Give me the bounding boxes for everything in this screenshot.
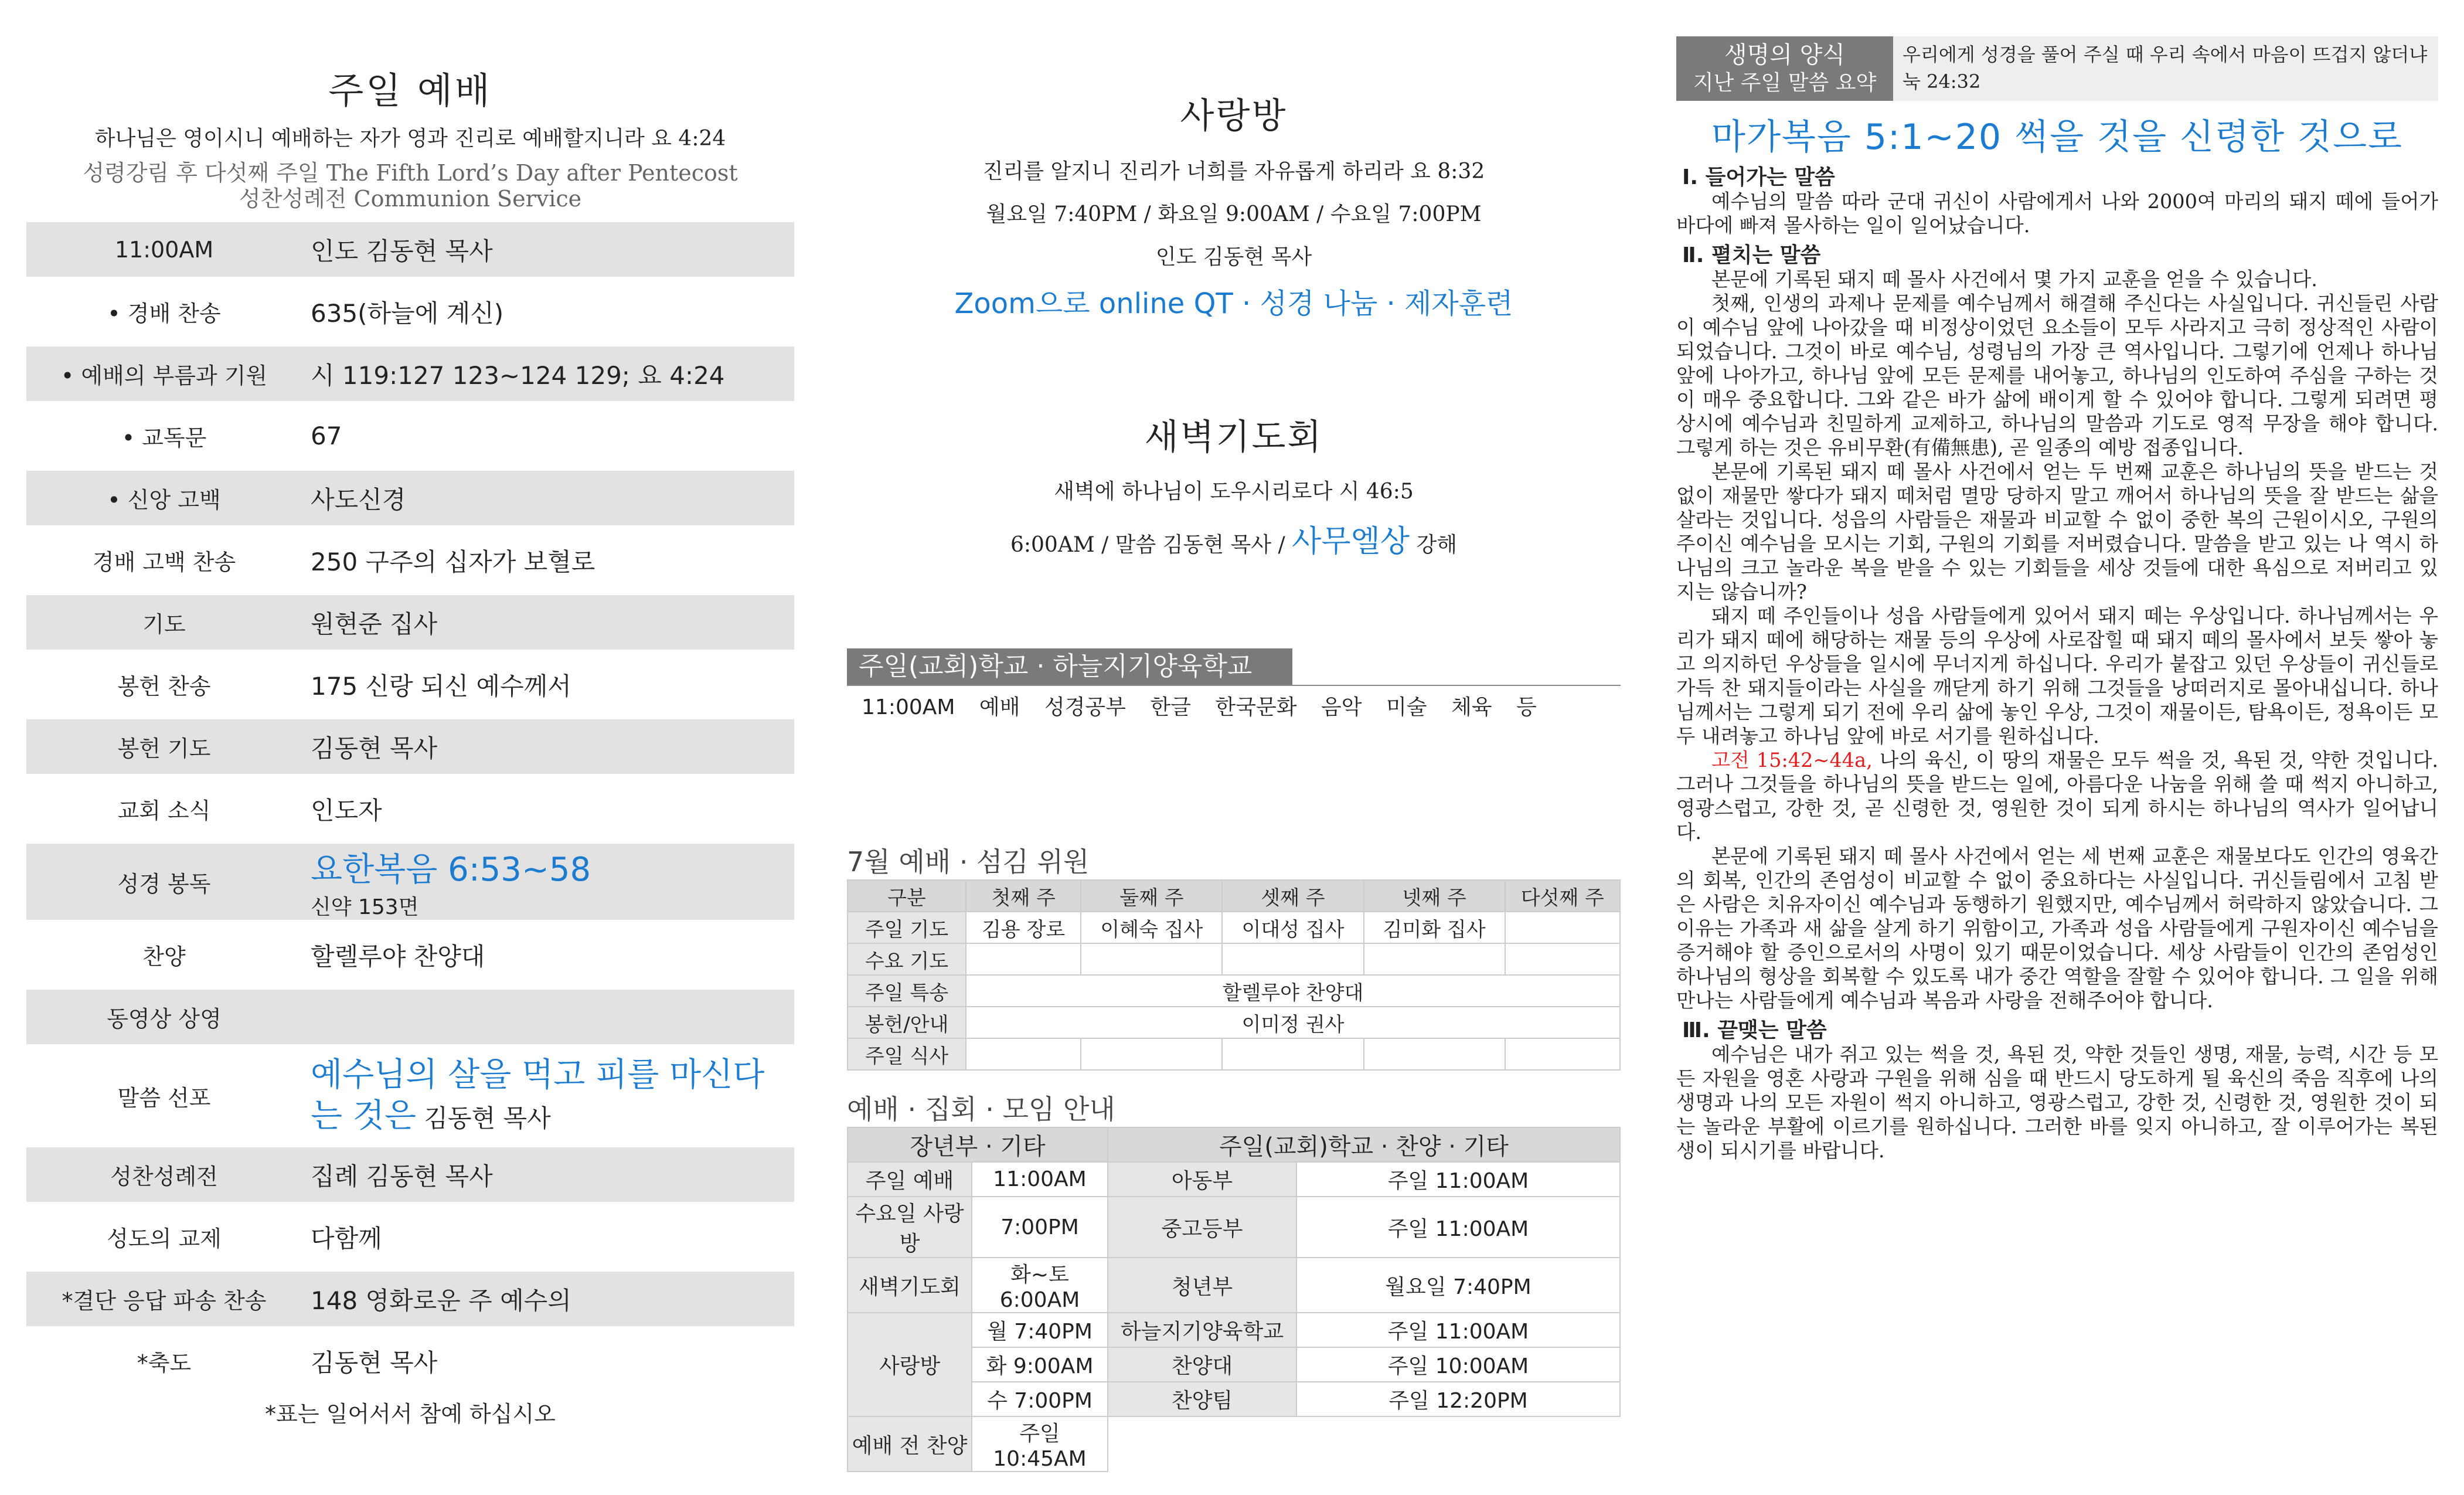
table-cell: 주일 11:00AM <box>1296 1162 1620 1197</box>
row-label: 수요일 사랑방 <box>848 1197 972 1258</box>
order-row <box>26 844 794 920</box>
order-of-worship <box>26 222 794 1388</box>
table-cell: 이혜숙 집사 <box>1081 912 1222 943</box>
table-header: 셋째 주 <box>1222 880 1363 912</box>
sermon-body <box>1676 165 2438 1163</box>
order-label: *축도 <box>137 1350 192 1376</box>
order-label: 동영상 상영 <box>107 1006 222 1032</box>
table-cell <box>1364 943 1505 975</box>
table-cell: 이미정 권사 <box>966 1007 1620 1038</box>
order-row <box>26 284 794 339</box>
table-cell: 주일 12:20PM <box>1296 1382 1620 1416</box>
guide-table <box>847 1127 1621 1472</box>
paragraph: 예수님의 말씀 따라 군대 귀신이 사람에게서 나와 2000여 마리의 돼지 떼에 들어가 바다에 빠져 몰사하는 일이 일어났습니다. <box>1676 190 2438 237</box>
row-label: 하늘지기양육학교 <box>1108 1313 1296 1347</box>
paragraph: 본문에 기록된 돼지 떼 몰사 사건에서 몇 가지 교훈을 얻을 수 있습니다. <box>1711 268 2317 291</box>
order-row <box>26 1052 794 1140</box>
table-cell <box>966 943 1081 975</box>
order-row <box>26 595 794 650</box>
table-cell <box>1081 1038 1222 1070</box>
dawn-verse: 새벽에 하나님이 도우시리로다 시 46:5 <box>1054 480 1414 504</box>
dawn-prayer-title: 새벽기도회 <box>1144 417 1323 458</box>
row-label: 주일 식사 <box>848 1038 966 1070</box>
order-value: 시 119:127 123~124 129; 요 4:24 <box>311 361 725 390</box>
row-label: 주일 특송 <box>848 975 966 1007</box>
standing-footnote: *표는 일어서서 참예 하십시오 <box>265 1401 556 1427</box>
dawn-suffix: 강해 <box>1416 533 1457 557</box>
sermon-header <box>1676 36 2438 101</box>
row-label: 주일 기도 <box>848 912 966 943</box>
order-value: 김동현 목사 <box>311 733 438 763</box>
order-value: 148 영화로운 주 예수의 <box>311 1286 571 1315</box>
paragraph-text: 나의 육신, 이 땅의 재물은 모두 썩을 것, 욕된 것, 약한 것입니다. 그러나 그것들을 하나님의 뜻을 받드는 일에, 아름다운 나눔을 위해 쓸 때 썩지 아니하고, 영광스럽고, 강한 것, 곧 신령한 것, 영원한 것이 되게 하시는 하나님의 역사가 일어납니다. <box>1676 749 2438 844</box>
worship-verse: 하나님은 영이시니 예배하는 자가 영과 진리로 예배할지니라 요 4:24 <box>94 127 726 151</box>
table-cell <box>1505 1038 1620 1070</box>
table-row <box>848 1258 1620 1313</box>
order-value <box>302 1055 794 1137</box>
july-title: 7월 예배 · 섬김 위원 <box>847 846 1090 878</box>
table-cell: 김용 장로 <box>966 912 1081 943</box>
sarangbang-times: 월요일 7:40PM / 화요일 9:00AM / 수요일 7:00PM <box>986 202 1482 226</box>
row-label: 찬양팀 <box>1108 1382 1296 1416</box>
order-label: • 예배의 부름과 기원 <box>60 363 268 389</box>
order-label: • 신앙 고백 <box>107 487 221 513</box>
table-row <box>848 1038 1620 1070</box>
table-row <box>848 1416 1620 1472</box>
order-value: 김동현 목사 <box>311 1348 438 1377</box>
worship-title: 주일 예배 <box>328 69 492 112</box>
row-label: 봉헌/안내 <box>848 1007 966 1038</box>
order-value: 사도신경 <box>311 485 406 514</box>
sarangbang-verse: 진리를 알지니 진리가 너희를 자유롭게 하리라 요 8:32 <box>982 159 1485 184</box>
table-cell: 할렐루야 찬양대 <box>966 975 1620 1007</box>
table-cell: 주일 10:45AM <box>972 1416 1108 1472</box>
order-label: 말씀 선포 <box>117 1085 211 1111</box>
order-label: • 경배 찬송 <box>107 301 221 327</box>
order-row <box>26 346 794 401</box>
order-value <box>302 844 794 920</box>
paragraph: 본문에 기록된 돼지 떼 몰사 사건에서 얻는 두 번째 교훈은 하나님의 뜻을 받드는 것 없이 재물만 쌓다가 돼지 떼처럼 멸망 당하지 말고 깨어서 하나님의 뜻을 잘 받드는 삶을 살라는 것입니다. 성읍의 사람들은 재물과 비교할 수 없이 중한 복의 근원이시오, 구원의 주이신 예수님을 모시는 기회, 구원의 기회를 저버렸습니다. 말씀을 받고 있는 나 역시 하나님의 크고 놀라운 복을 받을 수 있는 기회들을 세상 것들에 대한 욕심으로 저버리고 있지는 않습니까? <box>1676 460 2438 603</box>
row-label: 사랑방 <box>848 1313 972 1416</box>
order-value: 67 <box>311 422 342 450</box>
section-heading: Ⅲ. 끝맺는 말씀 <box>1682 1018 1827 1042</box>
zoom-info: Zoom으로 online QT · 성경 나눔 · 제자훈련 <box>954 287 1513 320</box>
order-label: 봉헌 기도 <box>117 736 211 762</box>
school-band: 주일(교회)학교 · 하늘지기양육학교 <box>847 648 1292 685</box>
order-row <box>26 657 794 712</box>
table-cell: 7:00PM <box>972 1197 1108 1258</box>
table-cell: 주일 10:00AM <box>1296 1347 1620 1382</box>
order-value: 원현준 집사 <box>311 609 438 638</box>
paragraph: 본문에 기록된 돼지 떼 몰사 사건에서 얻는 세 번째 교훈은 재물보다도 인간의 영육간의 회복, 인간의 존엄성이 비교할 수 없이 중요하다는 사실입니다. 귀신들림에서 고침 받은 사람은 치유자이신 예수님과 동행하기 원했지만, 예수님께서 허락하지 않았습니다. 그 이유는 가족과 새 삶을 살게 하기 위함이고, 가족과 성읍 사람들에게 구원자이신 예수님을 증거해야 할 증인으로서의 사명이 있기 때문이었습니다. 세상 사람들이 인간의 존엄성인 하나님의 형상을 회복할 수 있도록 내가 중간 역할을 잘할 수 있어야 합니다. 그 일을 위해 만나는 사람들에게 예수님과 복음과 사랑을 전해주어야 합니다. <box>1676 845 2438 1012</box>
worship-subtitle-1: 성령강림 후 다섯째 주일 The Fifth Lord’s Day after Pentecost <box>83 160 738 186</box>
scripture-reference: 고전 15:42~44a, <box>1711 749 1873 772</box>
table-row <box>848 912 1620 943</box>
table-header: 둘째 주 <box>1081 880 1222 912</box>
order-row <box>26 782 794 836</box>
order-label: 11:00AM <box>114 236 214 263</box>
sermon-label: 생명의 양식 <box>1724 42 1845 69</box>
order-value: 인도자 <box>311 796 382 825</box>
order-label: *결단 응답 파송 찬송 <box>62 1288 267 1314</box>
table-row <box>848 943 1620 975</box>
order-row <box>26 409 794 463</box>
table-cell <box>966 1038 1081 1070</box>
order-value: 집례 김동현 목사 <box>311 1161 493 1191</box>
order-row <box>26 990 794 1044</box>
order-value: 175 신랑 되신 예수께서 <box>311 671 571 701</box>
table-row <box>848 1197 1620 1258</box>
order-label: 봉헌 찬송 <box>117 674 211 699</box>
paragraph: 돼지 떼 주인들이나 성읍 사람들에게 있어서 돼지 떼는 우상입니다. 하나님께서는 우리가 돼지 떼에 해당하는 재물 등의 우상에 사로잡힐 때 돼지 떼의 몰사에서 보듯 쌓아 놓고 의지하던 우상들을 일시에 무너지게 하십니다. 우리가 붙잡고 있던 우상들이 귀신들로 가득 찬 돼지들이라는 사실을 깨닫게 하기 위해 그것들을 낭떠러지로 몰아내십니다. 하나님께서는 그렇게 되기 전에 우리 삶에 놓인 우상, 그것이 재물이든, 탐욕이든, 정욕이든 모두 내려놓고 하나님 앞에 바로 서기를 원하십니다. <box>1676 604 2438 748</box>
row-label: 아동부 <box>1108 1162 1296 1197</box>
order-row <box>26 719 794 774</box>
preacher: 김동현 목사 <box>424 1104 551 1133</box>
sermon-sublabel: 지난 주일 말씀 요약 <box>1693 71 1877 95</box>
table-cell <box>1081 943 1222 975</box>
scripture-reference: 요한복음 6:53~58 <box>311 850 591 889</box>
table-header: 첫째 주 <box>966 880 1081 912</box>
table-cell: 11:00AM <box>972 1162 1108 1197</box>
sarangbang-leader: 인도 김동현 목사 <box>1155 245 1312 269</box>
order-label: 찬양 <box>142 944 186 970</box>
order-label: 교회 소식 <box>117 798 211 824</box>
order-value: 635(하늘에 계신) <box>311 298 504 328</box>
table-cell <box>1505 912 1620 943</box>
table-cell: 화 9:00AM <box>972 1347 1108 1382</box>
order-row <box>26 533 794 587</box>
row-label: 찬양대 <box>1108 1347 1296 1382</box>
table-cell: 월요일 7:40PM <box>1296 1258 1620 1313</box>
order-label: 기도 <box>142 611 186 637</box>
table-row <box>848 975 1620 1007</box>
table-cell: 화~토 6:00AM <box>972 1258 1108 1313</box>
sermon-verse: 우리에게 성경을 풀어 주실 때 우리 속에서 마음이 뜨겁지 않더냐 눅 24:32 <box>1893 36 2438 101</box>
sermon-summary-column <box>1676 0 2438 1163</box>
row-label: 수요 기도 <box>848 943 966 975</box>
order-row <box>26 1147 794 1202</box>
paragraph: 첫째, 인생의 과제나 문제를 예수님께서 해결해 주신다는 사실입니다. 귀신들린 사람이 예수님 앞에 나아갔을 때 비정상이었던 요소들이 모두 사라지고 극히 정상적인 사람이 되었습니다. 그것이 바로 예수님, 성령님의 가장 큰 역사입니다. 그렇기에 언제나 하나님 앞에 나아가고, 하나님 앞에 모든 문제를 내어놓고, 하나님의 인도하여 주심을 구하는 것이 매우 중요합니다. 그와 같은 바가 삶에 배이게 할 수 있어야 합니다. 그렇게 되려면 평상시에 예수님과 친밀하게 교제하고, 하나님의 말씀과 기도로 영적 무장을 해야 합니다. 그렇게 하는 것은 유비무환(有備無患), 곧 일종의 예방 접종입니다. <box>1676 292 2438 459</box>
sermon-title: 예수님의 살을 먹고 피를 마신다는 것은 <box>311 1056 765 1135</box>
table-row <box>848 1313 1620 1347</box>
order-value: 인도 김동현 목사 <box>311 236 493 266</box>
order-label: 성찬성례전 <box>110 1164 218 1190</box>
table-cell: 주일 11:00AM <box>1296 1313 1620 1347</box>
table-cell <box>1505 943 1620 975</box>
table-header: 구분 <box>848 880 966 912</box>
table-header: 주일(교회)학교 · 찬양 · 기타 <box>1108 1127 1620 1162</box>
table-cell <box>1222 1038 1363 1070</box>
scripture-page: 신약 153면 <box>311 895 419 919</box>
order-row <box>26 927 794 982</box>
table-row <box>848 1162 1620 1197</box>
order-label: 경배 고백 찬송 <box>92 549 236 575</box>
order-label: • 교독문 <box>121 425 207 451</box>
paragraph <box>1676 748 2438 844</box>
order-row <box>26 1209 794 1264</box>
order-row <box>26 222 794 277</box>
table-cell: 김미화 집사 <box>1364 912 1505 943</box>
dawn-book: 사무엘상 <box>1292 524 1410 559</box>
table-row <box>848 1007 1620 1038</box>
row-label: 청년부 <box>1108 1258 1296 1313</box>
row-label: 주일 예배 <box>848 1162 972 1197</box>
sermon-label-box <box>1676 36 1893 101</box>
worship-subtitle-2: 성찬성례전 Communion Service <box>239 186 582 212</box>
row-label: 새벽기도회 <box>848 1258 972 1313</box>
worship-column <box>26 0 794 1428</box>
order-row <box>26 471 794 525</box>
order-value: 할렐루야 찬양대 <box>311 942 485 971</box>
table-header: 넷째 주 <box>1364 880 1505 912</box>
table-header: 다섯째 주 <box>1505 880 1620 912</box>
order-row <box>26 1272 794 1326</box>
table-cell <box>1222 943 1363 975</box>
school-line: 11:00AM 예배 성경공부 한글 한국문화 음악 미술 체육 등 <box>847 685 1621 721</box>
section-heading: Ⅰ. 들어가는 말씀 <box>1682 165 1835 189</box>
order-label: 성도의 교제 <box>107 1226 222 1252</box>
table-cell: 주일 11:00AM <box>1296 1197 1620 1258</box>
sermon-summary-title: 마가복음 5:1~20 썩을 것을 신령한 것으로 <box>1711 117 2403 158</box>
order-row <box>26 1334 794 1388</box>
table-cell: 수 7:00PM <box>972 1382 1108 1416</box>
table-cell: 월 7:40PM <box>972 1313 1108 1347</box>
table-header: 장년부 · 기타 <box>848 1127 1108 1162</box>
guide-title: 예배 · 집회 · 모임 안내 <box>847 1093 1115 1125</box>
july-table <box>847 879 1621 1071</box>
table-cell <box>1364 1038 1505 1070</box>
table-cell: 이대성 집사 <box>1222 912 1363 943</box>
row-label: 중고등부 <box>1108 1197 1296 1258</box>
order-value: 다함께 <box>311 1224 382 1253</box>
sarangbang-title: 사랑방 <box>1180 96 1288 137</box>
dawn-time-speaker: 6:00AM / 말씀 김동현 목사 / <box>1010 533 1285 557</box>
paragraph: 예수님은 내가 쥐고 있는 썩을 것, 욕된 것, 약한 것들인 생명, 재물, 능력, 시간 등 모든 자원을 영혼 사랑과 구원을 위해 심을 때 반드시 당도하게 될 육신의 죽음 직후에 나의 생명과 나의 모든 자원이 썩지 아니하고, 영광스럽고, 강한 것, 신령한 것, 영원한 것이 되는 놀라운 부활에 이르기를 원하십니다. 그러한 바를 잊지 아니하고, 잘 이루어가는 복된 생이 되시기를 바랍니다. <box>1676 1043 2438 1162</box>
dawn-info <box>847 517 1621 560</box>
order-label: 성경 봉독 <box>117 871 211 897</box>
order-value: 250 구주의 십자가 보혈로 <box>311 547 595 576</box>
meetings-column <box>847 0 1621 1472</box>
row-label: 예배 전 찬양 <box>848 1416 972 1472</box>
section-heading: Ⅱ. 펼치는 말씀 <box>1682 243 1821 267</box>
